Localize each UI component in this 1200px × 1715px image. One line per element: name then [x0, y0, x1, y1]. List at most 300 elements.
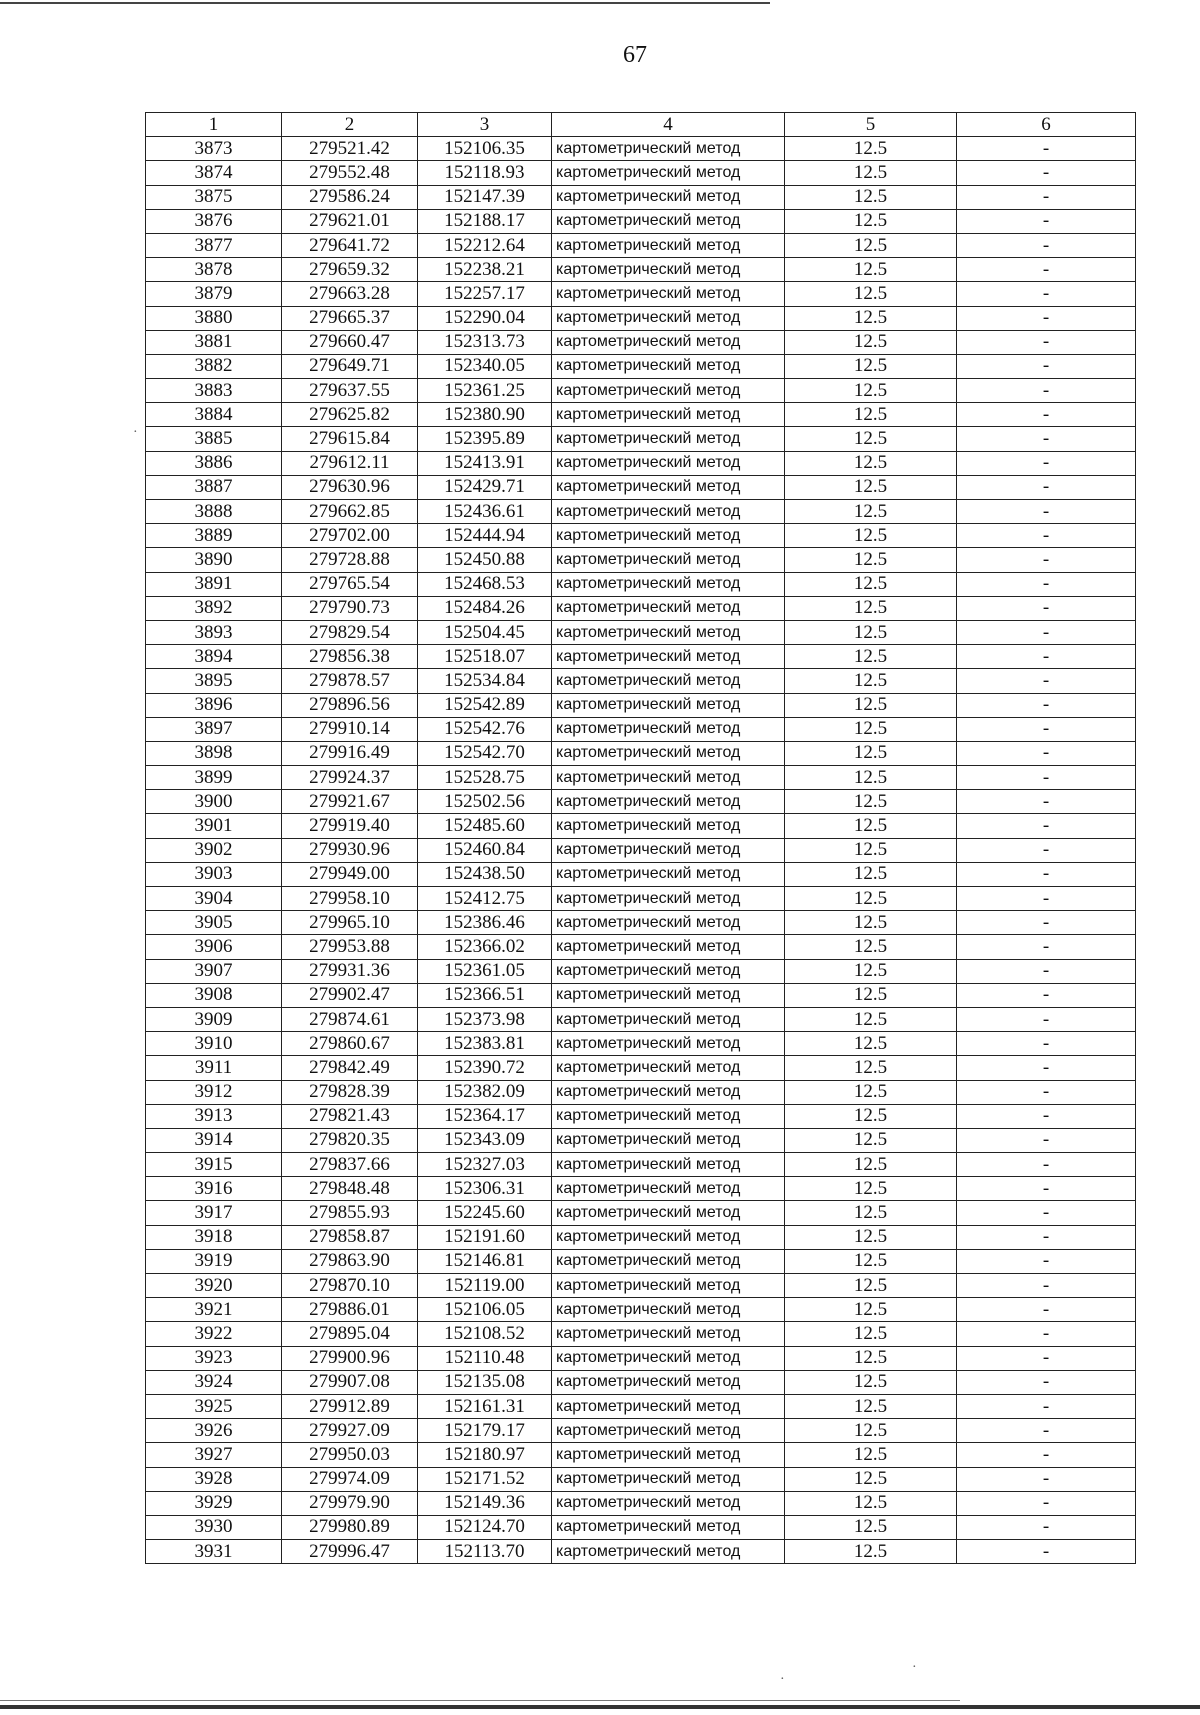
y-coordinate-cell: 152149.36: [418, 1491, 552, 1515]
point-number-cell: 3901: [146, 814, 282, 838]
description-cell: -: [957, 1322, 1136, 1346]
x-coordinate-cell: 279612.11: [282, 451, 418, 475]
point-number-cell: 3922: [146, 1322, 282, 1346]
accuracy-cell: 12.5: [785, 887, 957, 911]
x-coordinate-cell: 279858.87: [282, 1225, 418, 1249]
table-row: [146, 1080, 1136, 1104]
x-coordinate-cell: 279860.67: [282, 1032, 418, 1056]
x-coordinate-cell: 279912.89: [282, 1394, 418, 1418]
description-cell: -: [957, 1007, 1136, 1031]
y-coordinate-cell: 152468.53: [418, 572, 552, 596]
table-header-row: [146, 113, 1136, 137]
table-row: [146, 306, 1136, 330]
method-cell: картометрический метод: [552, 1467, 785, 1491]
description-cell: -: [957, 596, 1136, 620]
accuracy-cell: 12.5: [785, 282, 957, 306]
point-number-cell: 3897: [146, 717, 282, 741]
point-number-cell: 3889: [146, 524, 282, 548]
x-coordinate-cell: 279927.09: [282, 1419, 418, 1443]
point-number-cell: 3887: [146, 475, 282, 499]
description-cell: -: [957, 959, 1136, 983]
table-row: [146, 1153, 1136, 1177]
point-number-cell: 3898: [146, 741, 282, 765]
method-cell: картометрический метод: [552, 693, 785, 717]
scan-bottom-edge-thin-line: [0, 1700, 960, 1701]
method-cell: картометрический метод: [552, 620, 785, 644]
y-coordinate-cell: 152361.25: [418, 379, 552, 403]
method-cell: картометрический метод: [552, 185, 785, 209]
description-cell: -: [957, 911, 1136, 935]
method-cell: картометрический метод: [552, 572, 785, 596]
y-coordinate-cell: 152484.26: [418, 596, 552, 620]
table-row: [146, 766, 1136, 790]
x-coordinate-cell: 279790.73: [282, 596, 418, 620]
method-cell: картометрический метод: [552, 1443, 785, 1467]
method-cell: картометрический метод: [552, 137, 785, 161]
accuracy-cell: 12.5: [785, 1007, 957, 1031]
method-cell: картометрический метод: [552, 1346, 785, 1370]
y-coordinate-cell: 152373.98: [418, 1007, 552, 1031]
point-number-cell: 3907: [146, 959, 282, 983]
accuracy-cell: 12.5: [785, 1419, 957, 1443]
page-number: 67: [623, 42, 647, 68]
table-row: [146, 330, 1136, 354]
y-coordinate-cell: 152395.89: [418, 427, 552, 451]
x-coordinate-cell: 279878.57: [282, 669, 418, 693]
y-coordinate-cell: 152161.31: [418, 1394, 552, 1418]
table-row: [146, 596, 1136, 620]
column-header-1: 1: [146, 113, 282, 137]
y-coordinate-cell: 152444.94: [418, 524, 552, 548]
table-row: [146, 1394, 1136, 1418]
y-coordinate-cell: 152238.21: [418, 258, 552, 282]
description-cell: -: [957, 379, 1136, 403]
y-coordinate-cell: 152383.81: [418, 1032, 552, 1056]
description-cell: -: [957, 1298, 1136, 1322]
method-cell: картометрический метод: [552, 790, 785, 814]
x-coordinate-cell: 279586.24: [282, 185, 418, 209]
description-cell: -: [957, 1032, 1136, 1056]
description-cell: -: [957, 693, 1136, 717]
accuracy-cell: 12.5: [785, 1540, 957, 1564]
table-row: [146, 741, 1136, 765]
table-row: [146, 1298, 1136, 1322]
description-cell: -: [957, 548, 1136, 572]
x-coordinate-cell: 279649.71: [282, 354, 418, 378]
y-coordinate-cell: 152502.56: [418, 790, 552, 814]
point-number-cell: 3909: [146, 1007, 282, 1031]
accuracy-cell: 12.5: [785, 258, 957, 282]
point-number-cell: 3900: [146, 790, 282, 814]
x-coordinate-cell: 279842.49: [282, 1056, 418, 1080]
point-number-cell: 3881: [146, 330, 282, 354]
description-cell: -: [957, 1515, 1136, 1539]
method-cell: картометрический метод: [552, 403, 785, 427]
point-number-cell: 3892: [146, 596, 282, 620]
x-coordinate-cell: 279625.82: [282, 403, 418, 427]
point-number-cell: 3904: [146, 887, 282, 911]
accuracy-cell: 12.5: [785, 935, 957, 959]
point-number-cell: 3920: [146, 1274, 282, 1298]
accuracy-cell: 12.5: [785, 1056, 957, 1080]
accuracy-cell: 12.5: [785, 500, 957, 524]
point-number-cell: 3879: [146, 282, 282, 306]
x-coordinate-cell: 279949.00: [282, 862, 418, 886]
accuracy-cell: 12.5: [785, 233, 957, 257]
method-cell: картометрический метод: [552, 1007, 785, 1031]
method-cell: картометрический метод: [552, 306, 785, 330]
accuracy-cell: 12.5: [785, 524, 957, 548]
accuracy-cell: 12.5: [785, 161, 957, 185]
description-cell: -: [957, 1467, 1136, 1491]
y-coordinate-cell: 152171.52: [418, 1467, 552, 1491]
method-cell: картометрический метод: [552, 427, 785, 451]
y-coordinate-cell: 152450.88: [418, 548, 552, 572]
table-row: [146, 1056, 1136, 1080]
accuracy-cell: 12.5: [785, 1104, 957, 1128]
method-cell: картометрический метод: [552, 1540, 785, 1564]
method-cell: картометрический метод: [552, 1032, 785, 1056]
y-coordinate-cell: 152542.76: [418, 717, 552, 741]
table-row: [146, 548, 1136, 572]
y-coordinate-cell: 152180.97: [418, 1443, 552, 1467]
point-number-cell: 3931: [146, 1540, 282, 1564]
method-cell: картометрический метод: [552, 1515, 785, 1539]
point-number-cell: 3893: [146, 620, 282, 644]
point-number-cell: 3877: [146, 233, 282, 257]
point-number-cell: 3906: [146, 935, 282, 959]
method-cell: картометрический метод: [552, 596, 785, 620]
table-row: [146, 1346, 1136, 1370]
accuracy-cell: 12.5: [785, 354, 957, 378]
method-cell: картометрический метод: [552, 935, 785, 959]
x-coordinate-cell: 279856.38: [282, 645, 418, 669]
description-cell: -: [957, 620, 1136, 644]
table-row: [146, 572, 1136, 596]
method-cell: картометрический метод: [552, 1225, 785, 1249]
description-cell: -: [957, 1394, 1136, 1418]
table-row: [146, 403, 1136, 427]
description-cell: -: [957, 766, 1136, 790]
method-cell: картометрический метод: [552, 862, 785, 886]
y-coordinate-cell: 152436.61: [418, 500, 552, 524]
x-coordinate-cell: 279829.54: [282, 620, 418, 644]
y-coordinate-cell: 152135.08: [418, 1370, 552, 1394]
description-cell: -: [957, 185, 1136, 209]
y-coordinate-cell: 152108.52: [418, 1322, 552, 1346]
table-row: [146, 693, 1136, 717]
description-cell: -: [957, 233, 1136, 257]
accuracy-cell: 12.5: [785, 1491, 957, 1515]
method-cell: картометрический метод: [552, 645, 785, 669]
point-number-cell: 3894: [146, 645, 282, 669]
table-row: [146, 983, 1136, 1007]
point-number-cell: 3921: [146, 1298, 282, 1322]
accuracy-cell: 12.5: [785, 137, 957, 161]
method-cell: картометрический метод: [552, 475, 785, 499]
point-number-cell: 3891: [146, 572, 282, 596]
description-cell: -: [957, 209, 1136, 233]
x-coordinate-cell: 279910.14: [282, 717, 418, 741]
table-row: [146, 887, 1136, 911]
x-coordinate-cell: 279931.36: [282, 959, 418, 983]
x-coordinate-cell: 279855.93: [282, 1201, 418, 1225]
method-cell: картометрический метод: [552, 524, 785, 548]
point-number-cell: 3910: [146, 1032, 282, 1056]
accuracy-cell: 12.5: [785, 620, 957, 644]
table-row: [146, 1201, 1136, 1225]
x-coordinate-cell: 279996.47: [282, 1540, 418, 1564]
accuracy-cell: 12.5: [785, 1080, 957, 1104]
x-coordinate-cell: 279663.28: [282, 282, 418, 306]
table-row: [146, 1225, 1136, 1249]
description-cell: -: [957, 500, 1136, 524]
point-number-cell: 3912: [146, 1080, 282, 1104]
scan-speck: ·: [912, 1660, 917, 1675]
x-coordinate-cell: 279630.96: [282, 475, 418, 499]
x-coordinate-cell: 279950.03: [282, 1443, 418, 1467]
table-row: [146, 1467, 1136, 1491]
y-coordinate-cell: 152327.03: [418, 1153, 552, 1177]
method-cell: картометрический метод: [552, 983, 785, 1007]
table-row: [146, 354, 1136, 378]
y-coordinate-cell: 152460.84: [418, 838, 552, 862]
y-coordinate-cell: 152188.17: [418, 209, 552, 233]
description-cell: -: [957, 427, 1136, 451]
table-row: [146, 1515, 1136, 1539]
x-coordinate-cell: 279902.47: [282, 983, 418, 1007]
y-coordinate-cell: 152386.46: [418, 911, 552, 935]
x-coordinate-cell: 279863.90: [282, 1249, 418, 1273]
point-number-cell: 3918: [146, 1225, 282, 1249]
table-row: [146, 475, 1136, 499]
method-cell: картометрический метод: [552, 1249, 785, 1273]
method-cell: картометрический метод: [552, 161, 785, 185]
scan-speck: ·: [133, 425, 138, 440]
table-row: [146, 669, 1136, 693]
y-coordinate-cell: 152343.09: [418, 1128, 552, 1152]
point-number-cell: 3926: [146, 1419, 282, 1443]
accuracy-cell: 12.5: [785, 911, 957, 935]
description-cell: -: [957, 1346, 1136, 1370]
description-cell: -: [957, 306, 1136, 330]
method-cell: картометрический метод: [552, 838, 785, 862]
description-cell: -: [957, 741, 1136, 765]
scan-speck: ·: [780, 1672, 785, 1687]
x-coordinate-cell: 279953.88: [282, 935, 418, 959]
accuracy-cell: 12.5: [785, 645, 957, 669]
point-number-cell: 3902: [146, 838, 282, 862]
x-coordinate-cell: 279900.96: [282, 1346, 418, 1370]
y-coordinate-cell: 152106.05: [418, 1298, 552, 1322]
table-row: [146, 1128, 1136, 1152]
description-cell: -: [957, 983, 1136, 1007]
y-coordinate-cell: 152542.70: [418, 741, 552, 765]
y-coordinate-cell: 152245.60: [418, 1201, 552, 1225]
x-coordinate-cell: 279837.66: [282, 1153, 418, 1177]
point-number-cell: 3930: [146, 1515, 282, 1539]
method-cell: картометрический метод: [552, 548, 785, 572]
y-coordinate-cell: 152485.60: [418, 814, 552, 838]
x-coordinate-cell: 279924.37: [282, 766, 418, 790]
description-cell: -: [957, 1491, 1136, 1515]
method-cell: картометрический метод: [552, 1394, 785, 1418]
method-cell: картометрический метод: [552, 1104, 785, 1128]
table-row: [146, 427, 1136, 451]
y-coordinate-cell: 152528.75: [418, 766, 552, 790]
accuracy-cell: 12.5: [785, 983, 957, 1007]
method-cell: картометрический метод: [552, 500, 785, 524]
method-cell: картометрический метод: [552, 258, 785, 282]
table-row: [146, 1419, 1136, 1443]
y-coordinate-cell: 152504.45: [418, 620, 552, 644]
accuracy-cell: 12.5: [785, 669, 957, 693]
description-cell: -: [957, 1080, 1136, 1104]
x-coordinate-cell: 279660.47: [282, 330, 418, 354]
method-cell: картометрический метод: [552, 887, 785, 911]
x-coordinate-cell: 279621.01: [282, 209, 418, 233]
point-number-cell: 3911: [146, 1056, 282, 1080]
x-coordinate-cell: 279848.48: [282, 1177, 418, 1201]
x-coordinate-cell: 279641.72: [282, 233, 418, 257]
y-coordinate-cell: 152438.50: [418, 862, 552, 886]
table-row: [146, 790, 1136, 814]
method-cell: картометрический метод: [552, 766, 785, 790]
accuracy-cell: 12.5: [785, 1249, 957, 1273]
method-cell: картометрический метод: [552, 1128, 785, 1152]
x-coordinate-cell: 279552.48: [282, 161, 418, 185]
y-coordinate-cell: 152306.31: [418, 1177, 552, 1201]
point-number-cell: 3882: [146, 354, 282, 378]
point-number-cell: 3927: [146, 1443, 282, 1467]
method-cell: картометрический метод: [552, 379, 785, 403]
method-cell: картометрический метод: [552, 1153, 785, 1177]
x-coordinate-cell: 279702.00: [282, 524, 418, 548]
description-cell: -: [957, 258, 1136, 282]
table-row: [146, 137, 1136, 161]
table-row: [146, 1007, 1136, 1031]
accuracy-cell: 12.5: [785, 1032, 957, 1056]
table-row: [146, 1370, 1136, 1394]
method-cell: картометрический метод: [552, 209, 785, 233]
y-coordinate-cell: 152124.70: [418, 1515, 552, 1539]
x-coordinate-cell: 279870.10: [282, 1274, 418, 1298]
method-cell: картометрический метод: [552, 233, 785, 257]
table-row: [146, 645, 1136, 669]
accuracy-cell: 12.5: [785, 1394, 957, 1418]
description-cell: -: [957, 282, 1136, 306]
table-row: [146, 282, 1136, 306]
accuracy-cell: 12.5: [785, 1298, 957, 1322]
table-row: [146, 717, 1136, 741]
y-coordinate-cell: 152412.75: [418, 887, 552, 911]
method-cell: картометрический метод: [552, 1274, 785, 1298]
table-row: [146, 1491, 1136, 1515]
column-header-3: 3: [418, 113, 552, 137]
table-row: [146, 209, 1136, 233]
accuracy-cell: 12.5: [785, 403, 957, 427]
accuracy-cell: 12.5: [785, 741, 957, 765]
point-number-cell: 3876: [146, 209, 282, 233]
method-cell: картометрический метод: [552, 669, 785, 693]
y-coordinate-cell: 152380.90: [418, 403, 552, 427]
point-number-cell: 3913: [146, 1104, 282, 1128]
column-header-4: 4: [552, 113, 785, 137]
x-coordinate-cell: 279974.09: [282, 1467, 418, 1491]
y-coordinate-cell: 152361.05: [418, 959, 552, 983]
description-cell: -: [957, 451, 1136, 475]
accuracy-cell: 12.5: [785, 379, 957, 403]
method-cell: картометрический метод: [552, 1370, 785, 1394]
table-row: [146, 379, 1136, 403]
y-coordinate-cell: 152119.00: [418, 1274, 552, 1298]
table-row: [146, 524, 1136, 548]
description-cell: -: [957, 354, 1136, 378]
description-cell: -: [957, 1419, 1136, 1443]
scan-top-edge-line: [0, 2, 770, 4]
point-number-cell: 3888: [146, 500, 282, 524]
y-coordinate-cell: 152390.72: [418, 1056, 552, 1080]
scan-bottom-edge-line: [0, 1705, 1200, 1709]
x-coordinate-cell: 279896.56: [282, 693, 418, 717]
y-coordinate-cell: 152518.07: [418, 645, 552, 669]
point-number-cell: 3883: [146, 379, 282, 403]
accuracy-cell: 12.5: [785, 185, 957, 209]
table-row: [146, 959, 1136, 983]
y-coordinate-cell: 152382.09: [418, 1080, 552, 1104]
column-header-5: 5: [785, 113, 957, 137]
accuracy-cell: 12.5: [785, 1346, 957, 1370]
description-cell: -: [957, 669, 1136, 693]
description-cell: -: [957, 935, 1136, 959]
x-coordinate-cell: 279820.35: [282, 1128, 418, 1152]
accuracy-cell: 12.5: [785, 1467, 957, 1491]
method-cell: картометрический метод: [552, 451, 785, 475]
description-cell: -: [957, 1104, 1136, 1128]
method-cell: картометрический метод: [552, 814, 785, 838]
y-coordinate-cell: 152106.35: [418, 137, 552, 161]
accuracy-cell: 12.5: [785, 1370, 957, 1394]
accuracy-cell: 12.5: [785, 1225, 957, 1249]
column-header-6: 6: [957, 113, 1136, 137]
x-coordinate-cell: 279980.89: [282, 1515, 418, 1539]
coordinates-table: [145, 112, 1136, 1564]
y-coordinate-cell: 152179.17: [418, 1419, 552, 1443]
method-cell: картометрический метод: [552, 1201, 785, 1225]
method-cell: картометрический метод: [552, 1056, 785, 1080]
accuracy-cell: 12.5: [785, 548, 957, 572]
method-cell: картометрический метод: [552, 1491, 785, 1515]
description-cell: -: [957, 572, 1136, 596]
accuracy-cell: 12.5: [785, 572, 957, 596]
table-row: [146, 814, 1136, 838]
description-cell: -: [957, 1201, 1136, 1225]
method-cell: картометрический метод: [552, 1080, 785, 1104]
point-number-cell: 3908: [146, 983, 282, 1007]
accuracy-cell: 12.5: [785, 1515, 957, 1539]
accuracy-cell: 12.5: [785, 790, 957, 814]
description-cell: -: [957, 1225, 1136, 1249]
y-coordinate-cell: 152364.17: [418, 1104, 552, 1128]
table-row: [146, 838, 1136, 862]
point-number-cell: 3890: [146, 548, 282, 572]
point-number-cell: 3917: [146, 1201, 282, 1225]
description-cell: -: [957, 645, 1136, 669]
point-number-cell: 3924: [146, 1370, 282, 1394]
table-row: [146, 1274, 1136, 1298]
accuracy-cell: 12.5: [785, 814, 957, 838]
table-row: [146, 1032, 1136, 1056]
